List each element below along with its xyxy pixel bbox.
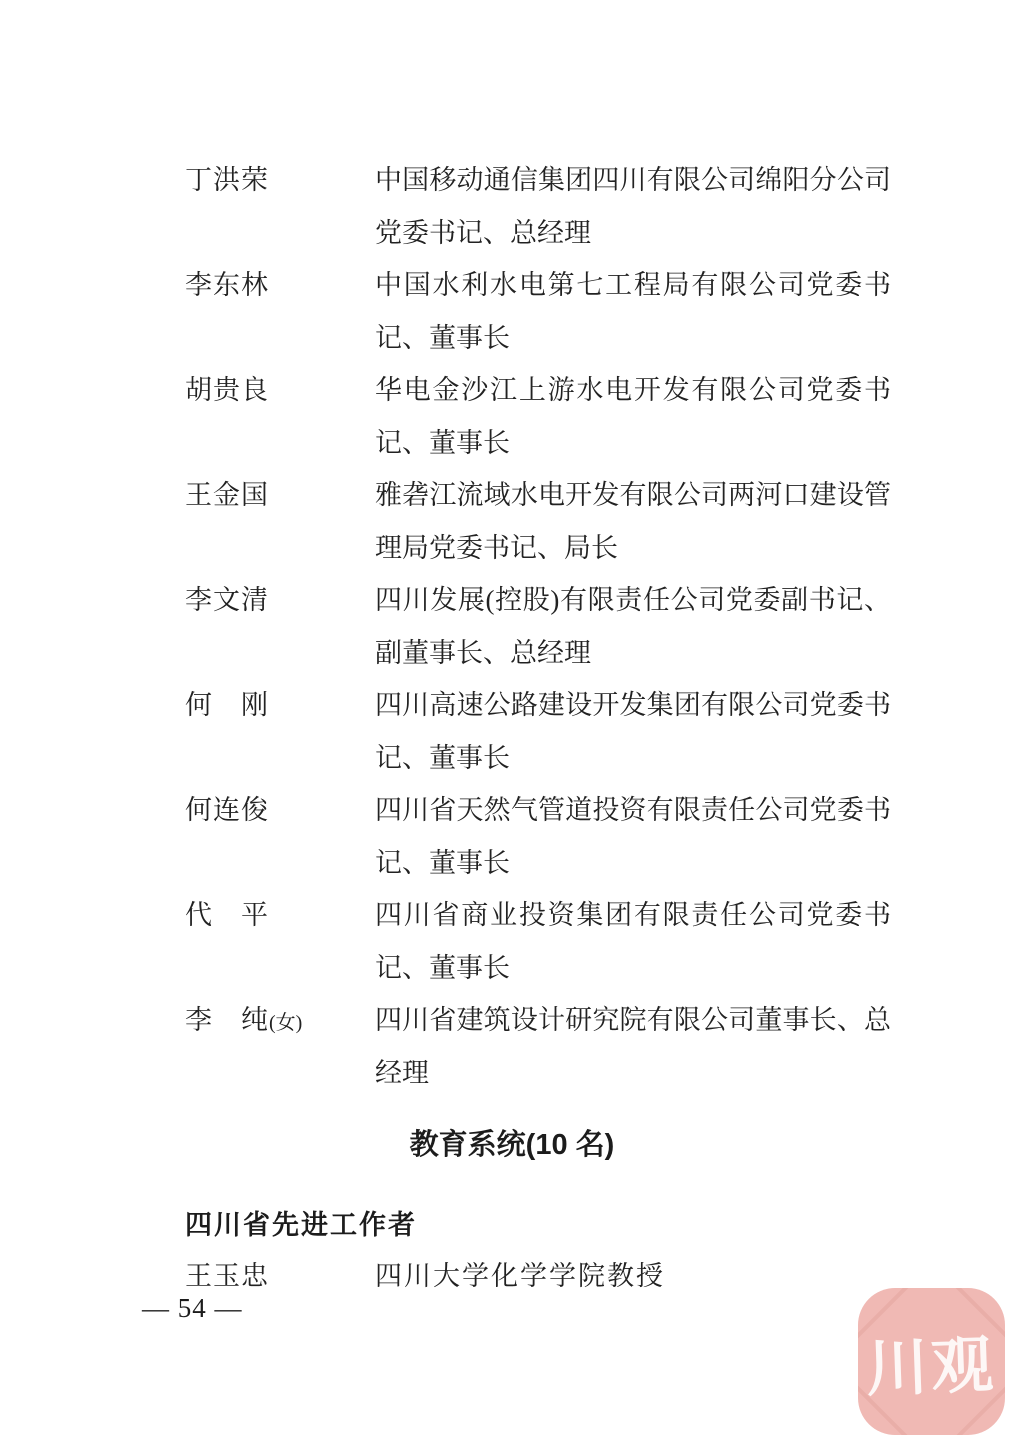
title-line: 华电金沙江上游水电开发有限公司党委书 xyxy=(375,375,891,405)
person-title xyxy=(375,679,891,784)
title-line: 记、董事长 xyxy=(375,952,510,983)
person-title xyxy=(375,574,891,679)
person-name: 王玉忠 xyxy=(185,1261,269,1291)
title-line: 记、董事长 xyxy=(375,847,510,878)
title-line: 四川高速公路建设开发集团有限公司党委书 xyxy=(375,690,891,720)
person-name: 李 纯 xyxy=(185,1005,269,1035)
chuanguan-watermark xyxy=(858,1288,1005,1435)
roster-row xyxy=(185,994,895,1099)
person-name: 胡贵良 xyxy=(185,375,269,405)
person-title xyxy=(375,154,891,259)
title-line: 中国移动通信集团四川有限公司绵阳分公司 xyxy=(375,165,891,195)
title-line: 记、董事长 xyxy=(375,322,510,353)
title-line: 记、董事长 xyxy=(375,427,510,458)
title-line: 理局党委书记、局长 xyxy=(375,532,618,563)
title-line: 雅砻江流域水电开发有限公司两河口建设管 xyxy=(375,480,891,510)
roster-row xyxy=(185,784,895,889)
title-line: 经理 xyxy=(375,1057,429,1088)
roster-row xyxy=(185,259,895,364)
roster-row xyxy=(185,574,895,679)
person-name: 王金国 xyxy=(185,480,269,510)
title-line: 四川省天然气管道投资有限责任公司党委书 xyxy=(375,795,891,825)
roster-row xyxy=(185,1250,895,1306)
roster-row xyxy=(185,889,895,994)
person-title xyxy=(375,994,891,1099)
roster-row xyxy=(185,469,895,574)
roster-row xyxy=(185,679,895,784)
title-line: 副董事长、总经理 xyxy=(375,637,591,668)
title-line: 四川省建筑设计研究院有限公司董事长、总 xyxy=(375,1005,891,1035)
title-line: 中国水利水电第七工程局有限公司党委书 xyxy=(375,270,891,300)
person-title xyxy=(375,259,891,364)
person-title xyxy=(375,1250,891,1303)
title-line: 党委书记、总经理 xyxy=(375,217,591,248)
roster-list-extra xyxy=(185,1250,895,1306)
roster-row xyxy=(185,154,895,259)
roster-row xyxy=(185,364,895,469)
person-name: 丁洪荣 xyxy=(185,165,269,195)
person-title xyxy=(375,364,891,469)
page-number: — 54 — xyxy=(142,1293,243,1323)
person-name-note: (女) xyxy=(269,1012,303,1034)
person-name: 代 平 xyxy=(185,900,269,930)
title-line: 记、董事长 xyxy=(375,742,510,773)
person-name: 何连俊 xyxy=(185,795,269,825)
person-name: 李东林 xyxy=(185,270,269,300)
person-title xyxy=(375,889,891,994)
person-title xyxy=(375,469,891,574)
section-heading: 教育系统(10 名) xyxy=(409,1129,615,1161)
person-name: 李文清 xyxy=(185,585,269,615)
title-line: 四川大学化学学院教授 xyxy=(375,1261,665,1291)
title-line: 四川发展(控股)有限责任公司党委副书记、 xyxy=(375,585,891,615)
watermark-text: 川观 xyxy=(865,1331,998,1405)
title-line: 四川省商业投资集团有限责任公司党委书 xyxy=(375,900,891,930)
person-title xyxy=(375,784,891,889)
person-name: 何 刚 xyxy=(185,690,269,720)
subsection-heading: 四川省先进工作者 xyxy=(185,1210,417,1240)
roster-list xyxy=(185,154,895,1099)
